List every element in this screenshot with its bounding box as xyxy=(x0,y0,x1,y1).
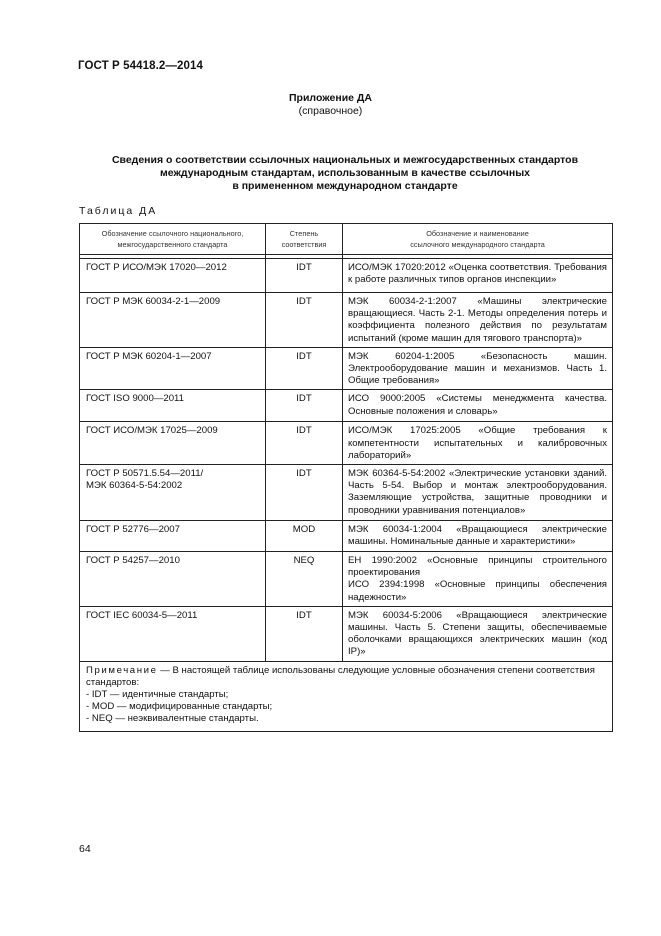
header-international-standard xyxy=(343,224,613,255)
note-item: - IDT — идентичные стандарты; xyxy=(86,688,229,700)
international-standard-cell: МЭК 60034-1:2004 «Вращающиеся электрические машины. Номинальные данные и характеристики» xyxy=(343,521,613,552)
national-standard-cell: ГОСТ Р ИСО/МЭК 17020—2012 xyxy=(80,259,266,293)
table-row xyxy=(80,347,613,390)
table-caption: Таблица ДА xyxy=(79,205,158,217)
international-standard-cell: ИСО 9000:2005 «Системы менеджмента качества. Основные положения и словарь» xyxy=(343,390,613,422)
degree-cell: IDT xyxy=(266,293,343,348)
note-item: - MOD — модифицированные стандарты; xyxy=(86,700,273,712)
table-note xyxy=(80,661,613,731)
international-standard-cell: ИСО/МЭК 17020:2012 «Оценка соответствия. Требования к работе различных типов органов инспекции» xyxy=(343,259,613,293)
header-line: соответствия xyxy=(281,240,327,249)
national-standard-line: ГОСТ Р 50571.5.54—2011/ xyxy=(86,468,204,480)
standards-table xyxy=(79,223,613,732)
national-standard-cell: ГОСТ Р МЭК 60204-1—2007 xyxy=(80,347,266,390)
header-line: ссылочного международного стандарта xyxy=(410,240,545,249)
note-paragraph xyxy=(86,665,606,689)
national-standard-cell: ГОСТ ISO 9000—2011 xyxy=(80,390,266,422)
degree-cell: MOD xyxy=(266,521,343,552)
table-row xyxy=(80,390,613,422)
degree-cell: IDT xyxy=(266,606,343,661)
international-standard-line: ЕН 1990:2002 «Основные принципы строительного проектирования xyxy=(348,555,607,579)
section-title xyxy=(80,154,610,193)
table-row xyxy=(80,293,613,348)
document-code: ГОСТ Р 54418.2—2014 xyxy=(78,60,203,72)
header-line: межгосударственного стандарта xyxy=(117,240,228,249)
table-note-row xyxy=(80,661,613,731)
degree-cell: IDT xyxy=(266,347,343,390)
header-line: Степень xyxy=(289,229,319,238)
header-line: Обозначение ссылочного национального, xyxy=(101,229,244,238)
section-title-line: в примененном международном стандарте xyxy=(232,180,458,192)
international-standard-cell: ИСО/МЭК 17025:2005 «Общие требования к компетентности испытательных и калибровочных лабораторий» xyxy=(343,422,613,465)
table-header-row xyxy=(80,224,613,255)
national-standard-cell: ГОСТ Р МЭК 60034-2-1—2009 xyxy=(80,293,266,348)
note-label: Примечание xyxy=(86,664,158,676)
note-text: — В настоящей таблице использованы следующие условные обозначения степени соответствия стандартов: xyxy=(86,664,595,688)
degree-cell: IDT xyxy=(266,390,343,422)
national-standard-line: МЭК 60364-5-54:2002 xyxy=(86,480,183,492)
national-standard-cell: ГОСТ ИСО/МЭК 17025—2009 xyxy=(80,422,266,465)
page-number: 64 xyxy=(79,843,91,855)
section-title-line: международным стандартам, использованным в качестве ссылочных xyxy=(159,167,530,179)
national-standard-cell: ГОСТ Р 54257—2010 xyxy=(80,552,266,607)
section-title-line: Сведения о соответствии ссылочных национальных и межгосударственных стандартов xyxy=(111,154,579,166)
international-standard-cell xyxy=(343,552,613,607)
appendix-subtitle: (справочное) xyxy=(298,105,363,117)
international-standard-cell: МЭК 60034-5:2006 «Вращающиеся электрические машины. Часть 5. Степени защиты, обеспечиваемые оболочками вращающихся электрических машин (код IP)» xyxy=(343,606,613,661)
header-line: Обозначение и наименование xyxy=(426,229,529,238)
degree-cell: IDT xyxy=(266,259,343,293)
international-standard-cell: МЭК 60364-5-54:2002 «Электрические установки зданий. Часть 5-54. Выбор и монтаж электрооборудования. Заземляющие устройства, защитные проводники и проводники уравнивания потенциалов» xyxy=(343,465,613,521)
appendix-title: Приложение ДА xyxy=(289,92,372,104)
table-row xyxy=(80,465,613,521)
national-standard-cell: ГОСТ IEC 60034-5—2011 xyxy=(80,606,266,661)
header-national-standard xyxy=(80,224,266,255)
table-row xyxy=(80,606,613,661)
international-standard-line: ИСО 2394:1998 «Основные принципы обеспечения надежности» xyxy=(348,579,607,603)
note-item: - NEQ — неэквивалентные стандарты. xyxy=(86,712,259,724)
header-degree xyxy=(266,224,343,255)
international-standard-cell: МЭК 60204-1:2005 «Безопасность машин. Электрооборудование машин и механизмов. Часть 1. Общие требования» xyxy=(343,347,613,390)
national-standard-cell xyxy=(80,465,266,521)
table-row xyxy=(80,259,613,293)
table-row xyxy=(80,552,613,607)
international-standard-cell: МЭК 60034-2-1:2007 «Машины электрические вращающиеся. Часть 2-1. Методы определения потерь и коэффициента полезного действия по результатам испытаний (кроме машин для тягового транспорта)» xyxy=(343,293,613,348)
table-row xyxy=(80,422,613,465)
degree-cell: IDT xyxy=(266,465,343,521)
table-row xyxy=(80,521,613,552)
national-standard-cell: ГОСТ Р 52776—2007 xyxy=(80,521,266,552)
degree-cell: NEQ xyxy=(266,552,343,607)
appendix-heading xyxy=(0,92,661,118)
degree-cell: IDT xyxy=(266,422,343,465)
